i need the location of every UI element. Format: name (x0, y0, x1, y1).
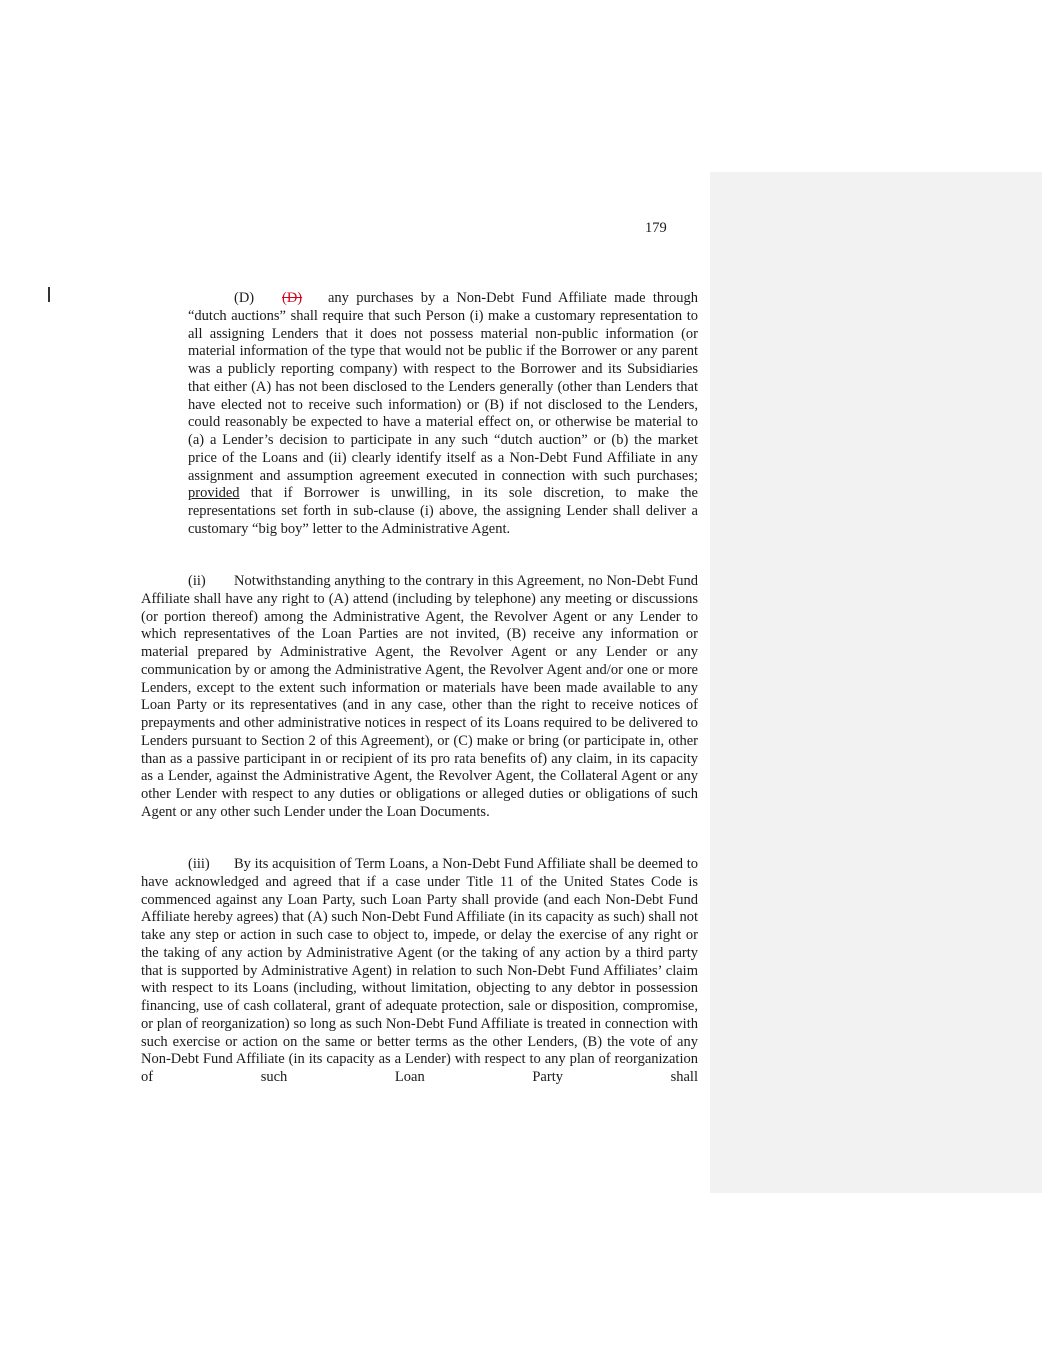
paragraph-d-label: (D) (234, 290, 255, 306)
change-bar (48, 287, 50, 302)
paragraph-d-text-1: any purchases by a Non-Debt Fund Affiliate made through “dutch auctions” shall require that such Person (i) make a customary representation to all assigning Lenders that it does not possess material non-public information (or material information of the type that would not be public if the Borrower or any parent was a publicly reporting company) with respect to the Borrower and its Subsidiaries that either (A) has not been disclosed to the Lenders generally (other than Lenders that have elected not to receive such information) or (B) if not disclosed to the Lenders, could reasonably be expected to have a material effect on, or otherwise be material to (a) a Lender’s decision to participate in any such “dutch auction” or (b) the market price of the Loans and (ii) clearly identify itself as a Non-Debt Fund Affiliate in any assignment and assumption agreement executed in connection with such purchases; (188, 290, 698, 484)
paragraph-iii (141, 856, 698, 1087)
paragraph-iii-label: (iii) (188, 856, 210, 872)
comment-pane (710, 172, 1042, 1193)
paragraph-ii-text: Notwithstanding anything to the contrary in this Agreement, no Non-Debt Fund Affiliate shall have any right to (A) attend (including by telephone) any meeting or discussions (or portion thereof) among the Administrative Agent, the Revolver Agent or any Lender to which representatives of the Loan Parties are not invited, (B) receive any information or material prepared by Administrative Agent, the Revolver Agent or any Lender or any communication by or among the Administrative Agent, the Revolver Agent and/or one or more Lenders, except to the extent such information or materials have been made available to any Loan Party or its representatives (and in any case, other than the right to receive notices of prepayments and other administrative notices in respect of its Loans required to be delivered to Lenders pursuant to Section 2 of this Agreement), or (C) make or bring (or participate in, other than as a passive participant in or recipient of its pro rata benefits of) any claim, in its capacity as a Lender, against the Administrative Agent, the Revolver Agent, the Collateral Agent or any other Lender with respect to any duties or obligations or alleged duties or obligations of such Agent or any other such Lender under the Loan Documents. (141, 573, 698, 820)
paragraph-d-text-2: that if Borrower is unwilling, in its sole discretion, to make the representations set forth in sub-clause (i) above, the assigning Lender shall deliver a customary “big boy” letter to the Administrative Agent. (188, 485, 698, 537)
page-number: 179 (645, 220, 667, 236)
provided-term: provided (188, 485, 240, 502)
deleted-label: (D) (282, 290, 303, 306)
paragraph-ii-label: (ii) (188, 573, 206, 589)
paragraph-ii (141, 573, 698, 822)
paragraph-iii-text: By its acquisition of Term Loans, a Non-Debt Fund Affiliate shall be deemed to have acknowledged and agreed that if a case under Title 11 of the United States Code is commenced against any Loan Party, such Loan Party shall provide (and each Non-Debt Fund Affiliate hereby agrees) that (A) such Non-Debt Fund Affiliate (in its capacity as such) shall not take any step or action in such case to object to, impede, or delay the exercise of any right or the taking of any action by Administrative Agent (or the taking of any action by a third party that is supported by Administrative Agent) in relation to such Non-Debt Fund Affiliates’ claim with respect to its Loans (including, without limitation, objecting to any debtor in possession financing, use of cash collateral, grant of adequate protection, sale or disposition, compromise, or plan of reorganization) so long as such Non-Debt Fund Affiliate is treated in connection with such exercise or action on the same or better terms as the other Lenders, (B) the vote of any Non-Debt Fund Affiliate (in its capacity as a Lender) with respect to any plan of reorganization of such Loan Party shall (141, 856, 698, 1085)
paragraph-d (188, 290, 698, 539)
